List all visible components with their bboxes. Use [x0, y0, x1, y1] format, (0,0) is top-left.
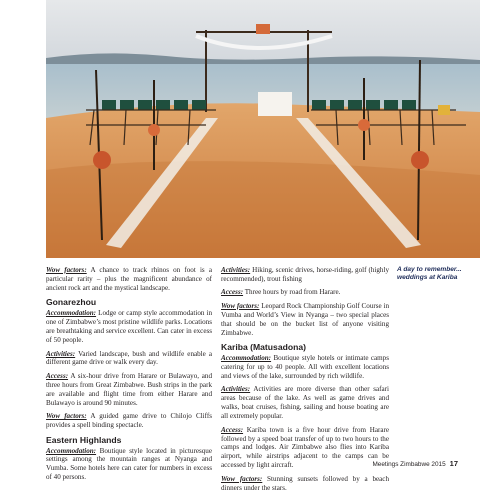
paragraph-text: Varied landscape, bush and wildlife enable a different game drive or walk every day. [46, 349, 212, 367]
paragraph [221, 475, 389, 493]
paragraph [221, 385, 389, 421]
photo-caption: A day to remember... weddings at Kariba [397, 266, 462, 282]
paragraph-label: Accommodation: [46, 446, 97, 455]
paragraph-label: Activities: [221, 385, 251, 394]
paragraph [221, 266, 389, 284]
section-heading-kariba: Kariba (Matusadona) [221, 342, 306, 353]
paragraph [46, 372, 212, 408]
paragraph-label: Access: [221, 425, 244, 434]
paragraph-text: A six-hour drive from Harare or Bulawayo, and three hours from Great Zimbabwe. Bush strips in the park are available and flight time from either Harare and Bulawayo is around 90 minutes. [46, 371, 212, 407]
paragraph-label: Activities: [46, 349, 76, 358]
wedding-beach-photo [46, 0, 480, 258]
paragraph-label: Accommodation: [221, 354, 272, 363]
paragraph-label: Activities: [221, 266, 251, 274]
paragraph-label: Wow factors: [221, 301, 260, 310]
paragraph [46, 309, 212, 345]
page-number: 17 [449, 459, 458, 468]
paragraph-text: Stunning sunsets followed by a beach dinners under the stars. [221, 474, 389, 492]
paragraph-text: Activities are more diverse than other safari areas because of the lake. As well as game drives and walks, boat cruises, fishing, sailing and house boating are all extremely popular. [221, 385, 389, 421]
paragraph [46, 412, 212, 430]
paragraph [46, 447, 212, 483]
paragraph-text: Boutique style located in picturesque settings among the mountain ranges at Nyanga and Vumba. Some hotels here can cater for numbers in excess of 40 persons. [46, 446, 212, 482]
text-column-1 [46, 266, 212, 487]
section-heading-eastern-highlands: Eastern Highlands [46, 434, 122, 445]
paragraph-label: Accommodation: [46, 309, 97, 318]
paragraph-text: Leopard Rock Championship Golf Course in Vumba and World’s View in Nyanga – two special places that should be on the bucket list of anyone visiting Zimbabwe. [221, 301, 389, 337]
text-column-2 [221, 266, 389, 497]
section-heading-gonarezhou: Gonarezhou [46, 297, 97, 308]
paragraph-label: Wow factors: [221, 474, 263, 483]
paragraph-text: A guided game drive to Chilojo Cliffs provides a spell binding spectacle. [46, 412, 212, 430]
paragraph-text: A chance to track rhinos on foot is a particular rarity – plus the magnificent abundance of ancient rock art and the mystical landscape. [46, 266, 212, 292]
paragraph [46, 266, 212, 293]
paragraph-text: Kariba town is a five hour drive from Harare followed by a speed boat transfer of up to two hours to the camps and lodges. Air Zimbabwe also flies into Kariba airport, while airstrips adjacent to the camps can be accessed by light aircraft. [221, 425, 389, 470]
paragraph [221, 302, 389, 338]
paragraph [221, 288, 389, 297]
paragraph [221, 426, 389, 471]
paragraph [46, 350, 212, 368]
paragraph [221, 354, 389, 381]
paragraph-label: Access: [221, 288, 244, 297]
publication-name: Meetings Zimbabwe 2015 [372, 461, 446, 468]
paragraph-text: Three hours by road from Harare. [243, 288, 341, 297]
paragraph-text: Hiking, scenic drives, horse-riding, golf (highly recommended), trout fishing [221, 266, 389, 283]
page-footer [372, 459, 458, 468]
paragraph-text: Lodge or camp style accommodation in one of Zimbabwe’s most pristine wildlife parks. Locations are breathtaking and service excellent. Can cater in excess of 50 people. [46, 309, 212, 345]
paragraph-text: Boutique style hotels or intimate camps catering for up to 40 people. All with excellent locations and views of the lake, surrounded by rich wildlife. [221, 354, 389, 380]
paragraph-label: Wow factors: [46, 412, 87, 421]
paragraph-label: Wow factors: [46, 266, 87, 274]
paragraph-label: Access: [46, 371, 69, 380]
